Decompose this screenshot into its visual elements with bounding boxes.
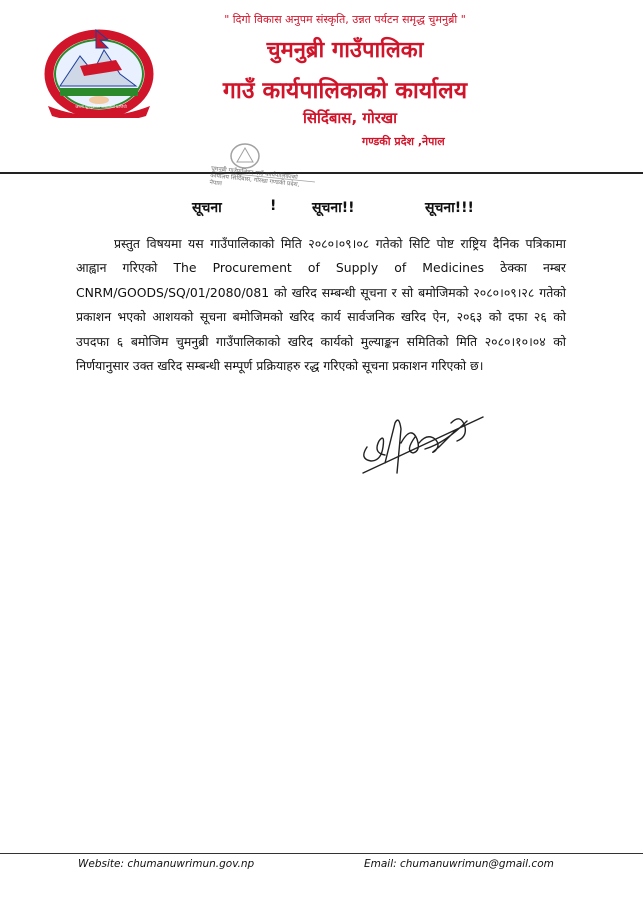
notice-body: प्रस्तुत विषयमा यस गाउँपालिकाको मिति २०८०।०९।०८ गतेको सिटि पोष्ट राष्ट्रिय दैनिक पत्रिकामा आह्वान गरिएको The Procurement of Supply of Medicines ठेक्का नम्बर CNRM/GOODS/SQ/01/2080/081 को खरिद सम्बन्धी सूचना र सो बमोजिमको २०८०।०९।२८ गतेको प्रकाशन भएको आशयको सूचना बमोजिमको खरिद कार्य सार्वजनिक खरिद ऐन, २०६३ को दफा २६ को उपदफा ६ बमोजिम चुमनुब्री गाउँपालिकाको खरिद कार्यको मुल्याङ्कन समितिको मिति २०८०।१०।०४ को निर्णयानुसार उक्त खरिद सम्बन्धी सम्पूर्ण प्रक्रियाहरु रद्ध गरिएको सूचना प्रकाशन गरिएको छ। bbox=[76, 236, 566, 374]
notice-heading-3: सूचना!!! bbox=[425, 200, 474, 216]
notice-heading-2: सूचना!! bbox=[312, 200, 355, 216]
footer-website: Website: chumanuwrimun.gov.np bbox=[78, 858, 255, 870]
emblem-banner-text: जनता चुमनुब्रीको अब्बलियो प्राणियो bbox=[75, 104, 127, 109]
footer-divider bbox=[0, 853, 643, 854]
letterhead-tagline: " दिगो विकास अनुपम संस्कृति, उन्नत पर्यटन समृद्ध चुमनुब्री " bbox=[224, 13, 466, 26]
notice-heading-1: सूचना bbox=[192, 200, 222, 216]
province-name: गण्डकी प्रदेश ,नेपाल bbox=[362, 135, 445, 148]
municipality-name: चुमनुब्री गाउँपालिका bbox=[266, 38, 424, 63]
office-name: गाउँ कार्यपालिकाको कार्यालय bbox=[222, 78, 468, 104]
handwritten-signature bbox=[355, 403, 495, 483]
official-stamp-text: चुमनुब्री गाउँपालिका गाउँ कार्यपालिकाको कार्यालय सिर्दिबास, गोरखा गण्डकी प्रदेश, नेपाल bbox=[209, 165, 300, 189]
footer-email: Email: chumanuwrimun@gmail.com bbox=[364, 858, 554, 870]
notice-heading-1-mark: ! bbox=[270, 198, 277, 214]
office-location: सिर्दिबास, गोरखा bbox=[302, 109, 397, 127]
